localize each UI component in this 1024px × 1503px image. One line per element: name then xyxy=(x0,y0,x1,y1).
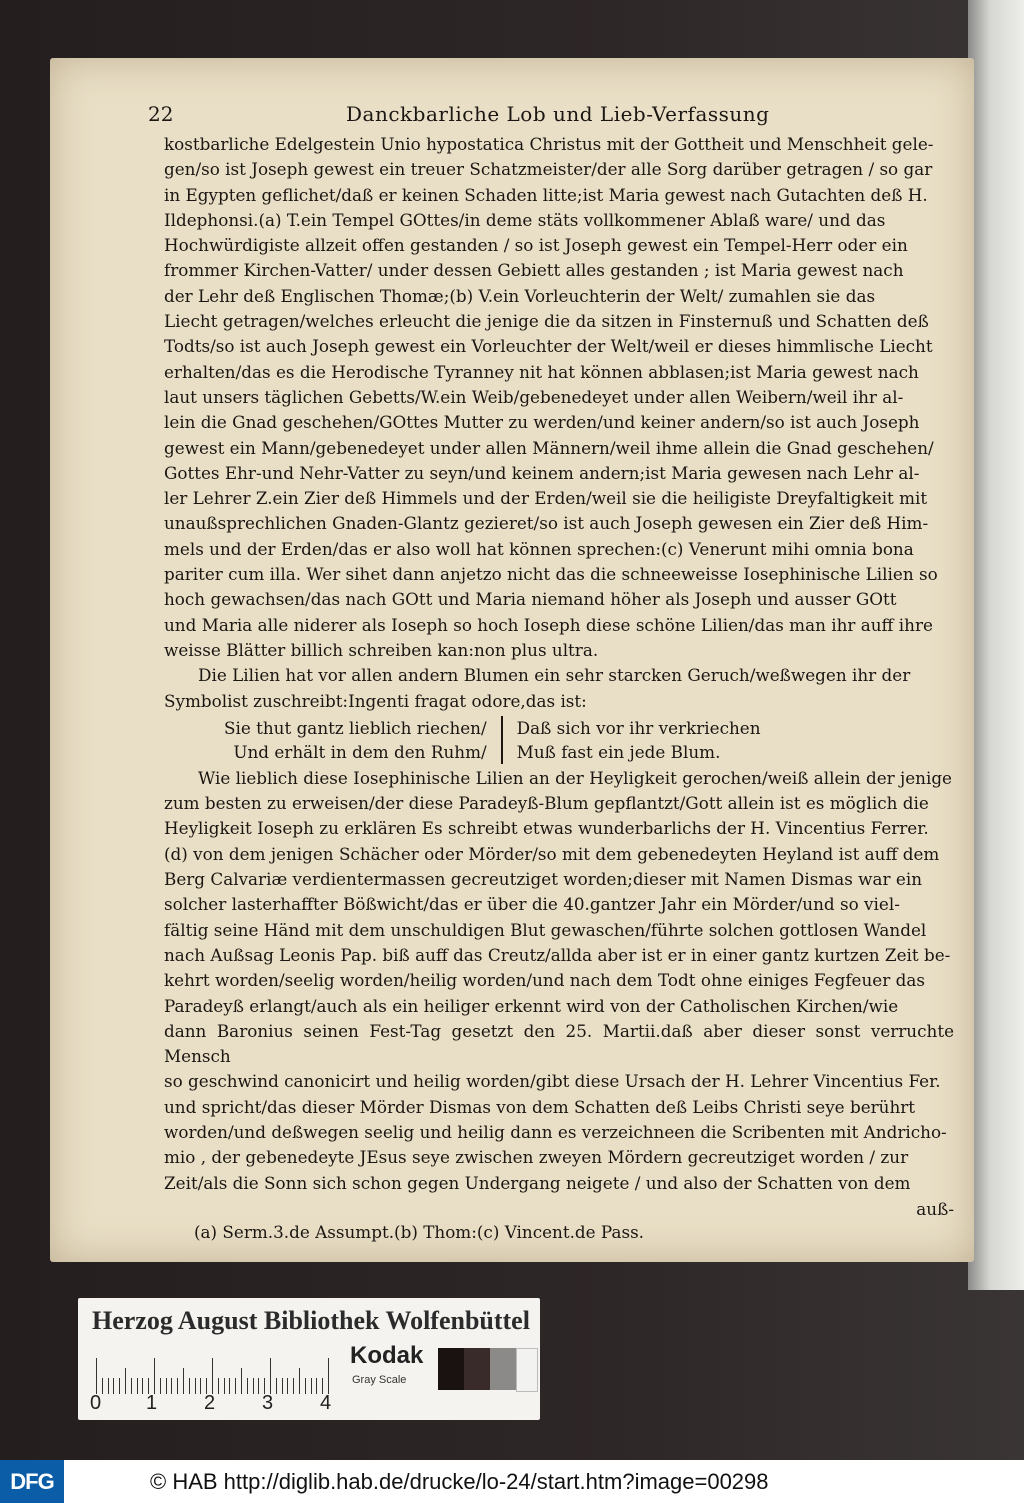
text-line: Gottes Ehr-und Nehr-Vatter zu seyn/und keinem andern;ist Maria gewesen nach Lehr al- xyxy=(164,462,920,483)
ruler-tick xyxy=(119,1378,120,1394)
ruler-tick xyxy=(258,1378,259,1394)
text-line: Liecht getragen/welches erleucht die jenige die da sitzen in Finsternuß und Schatten deß xyxy=(164,311,929,332)
ruler-tick xyxy=(212,1358,213,1394)
verse-left-column xyxy=(224,716,503,764)
text-line: frommer Kirchen-Vatter/ under dessen Gebiett alles gestanden ; ist Maria gewest nach xyxy=(164,260,904,281)
text-line: Todts/so ist auch Joseph gewest ein Vorleuchter der Welt/weil er dieses himmlische Liecht xyxy=(164,336,933,357)
library-name: Herzog August Bibliothek Wolfenbüttel xyxy=(92,1306,530,1335)
verse-line: Sie thut gantz lieblich riechen/ xyxy=(224,717,487,738)
text-line: fältig seine Händ mit dem unschuldigen Blut gewaschen/führte solchen gottlosen Wandel xyxy=(164,919,927,940)
ruler-tick xyxy=(253,1378,254,1394)
book-page xyxy=(50,58,974,1262)
ruler-tick xyxy=(229,1378,230,1394)
ruler-tick xyxy=(142,1378,143,1394)
ruler-tick xyxy=(316,1378,317,1394)
ruler-tick xyxy=(96,1358,97,1394)
text-line: dann Baronius seinen Fest-Tag gesetzt den 25. Martii.daß aber dieser sonst verruchte Mensch xyxy=(164,1020,954,1067)
verse-block xyxy=(224,716,954,764)
text-line: Symbolist zuschreibt:Ingenti fragat odore,das ist: xyxy=(164,690,587,711)
scale-number-4: 4 xyxy=(320,1392,332,1414)
ruler-tick xyxy=(270,1358,271,1394)
page-content xyxy=(148,102,954,1242)
scale-number-3: 3 xyxy=(262,1392,274,1414)
text-line: Heyligkeit Ioseph zu erklären Es schreibt etwas wunderbarlichs der H. Vincentius Ferrer. xyxy=(164,818,929,839)
running-head: Danckbarliche Lob und Lieb-Verfassung xyxy=(346,102,770,126)
verse-line: Und erhält in dem den Ruhm/ xyxy=(233,741,487,762)
ruler-tick xyxy=(177,1378,178,1394)
ruler-tick xyxy=(166,1378,167,1394)
text-line: weisse Blätter billich schreiben kan:non plus ultra. xyxy=(164,639,599,660)
ruler-tick xyxy=(287,1378,288,1394)
text-line: Berg Calvariæ verdientermassen gecreutziget worden;dieser mit Namen Dismas war ein xyxy=(164,869,923,890)
color-target-card xyxy=(78,1298,540,1420)
text-line: und spricht/das dieser Mörder Dismas von dem Schatten deß Leibs Christi seye berührt xyxy=(164,1096,916,1117)
text-line: gewest ein Mann/gebenedeyet under allen Männern/weil ihme allein die Gnad geschehen/ xyxy=(164,437,934,458)
ruler-tick xyxy=(276,1378,277,1394)
scale-number-2: 2 xyxy=(204,1392,216,1414)
text-line: erhalten/das es die Herodische Tyranney nit hat können abblasen;ist Maria gewest nach xyxy=(164,361,919,382)
text-line: (d) von dem jenigen Schächer oder Mörder/so mit dem gebenedeyten Heyland ist auff dem xyxy=(164,843,940,864)
text-line: lein die Gnad geschehen/GOttes Mutter zu werden/und keiner andern/so ist auch Joseph xyxy=(164,412,920,433)
text-line: kostbarliche Edelgestein Unio hypostatica Christus mit der Gottheit und Menschheit gele- xyxy=(164,134,934,154)
text-line: Die Lilien hat vor allen andern Blumen ein sehr starcken Geruch/weßwegen ihr der xyxy=(198,665,911,686)
ruler-tick xyxy=(241,1368,242,1394)
verse-line: Daß sich vor ihr verkriechen xyxy=(516,717,761,738)
text-line: zum besten zu erweisen/der diese Paradeyß-Blum gepflantzt/Gott allein ist es möglich die xyxy=(164,793,929,814)
footnotes: (a) Serm.3.de Assumpt.(b) Thom:(c) Vincent.de Pass. xyxy=(194,1221,645,1242)
text-line: pariter cum illa. Wer sihet dann anjetzo nicht das die schneeweisse Iosephinische Lilien so xyxy=(164,564,938,585)
ruler-tick xyxy=(247,1378,248,1394)
ruler-tick xyxy=(282,1378,283,1394)
paragraph-2 xyxy=(164,663,954,714)
copyright-url[interactable]: © HAB http://diglib.hab.de/drucke/lo-24/start.htm?image=00298 xyxy=(150,1469,769,1494)
paragraph-3 xyxy=(164,766,954,1196)
gray-patch-1 xyxy=(438,1348,464,1390)
text-line: Hochwürdigiste allzeit offen gestanden / so ist Joseph gewest ein Tempel-Herr oder ein xyxy=(164,235,908,256)
kodak-logo: Kodak xyxy=(350,1342,424,1369)
ruler-tick xyxy=(235,1378,236,1394)
ruler-tick xyxy=(102,1378,103,1394)
ruler-tick xyxy=(171,1378,172,1394)
ruler-tick xyxy=(113,1378,114,1394)
scale-number-1: 1 xyxy=(146,1392,158,1414)
verse-right-column xyxy=(503,716,761,764)
ruler-tick xyxy=(125,1368,126,1394)
body-text xyxy=(164,132,954,1242)
ruler-tick xyxy=(293,1378,294,1394)
ruler-scale xyxy=(96,1350,346,1394)
page-header xyxy=(148,102,954,132)
ruler-tick xyxy=(311,1378,312,1394)
text-line: solcher lasterhaffter Bößwicht/das er über die 40.gantzer Jahr ein Mörder/und so viel- xyxy=(164,894,900,915)
gray-patch-3 xyxy=(490,1348,516,1390)
ruler-tick xyxy=(131,1378,132,1394)
ruler-tick xyxy=(195,1378,196,1394)
text-line: und Maria alle niderer als Ioseph so hoch Ioseph diese schöne Lilien/das man ihr auff ihre xyxy=(164,614,933,635)
text-line: Paradeyß erlangt/auch als ein heiliger erkennt wird von der Catholischen Kirchen/wie xyxy=(164,995,899,1016)
ruler-tick xyxy=(183,1368,184,1394)
gray-patch-2 xyxy=(464,1348,490,1390)
text-line: so geschwind canonicirt und heilig worden/gibt diese Ursach der H. Lehrer Vincentius Fer. xyxy=(164,1071,941,1092)
text-line: der Lehr deß Englischen Thomæ;(b) V.ein Vorleuchterin der Welt/ zumahlen sie das xyxy=(164,285,876,306)
text-line: worden/und deßwegen seelig und heilig dann es verzeichneen die Scribenten mit Andricho- xyxy=(164,1121,947,1142)
ruler-tick xyxy=(328,1358,329,1394)
text-line: nach Außsag Leonis Pap. biß auff das Creutz/allda aber ist er in einer gantz kurtzen Zeit be- xyxy=(164,944,951,965)
ruler-tick xyxy=(218,1378,219,1394)
scale-number-0: 0 xyxy=(90,1392,102,1414)
text-line: laut unsers täglichen Gebetts/W.ein Weib/gebenedeyet under allen Weibern/weil ihr al- xyxy=(164,386,904,407)
text-line: hoch gewachsen/das nach GOtt und Maria niemand höher als Joseph und ausser GOtt xyxy=(164,589,897,610)
book-edge xyxy=(968,0,1024,1290)
gray-patch-4 xyxy=(516,1348,538,1392)
ruler-tick xyxy=(108,1378,109,1394)
ruler-tick xyxy=(160,1378,161,1394)
footer-bar xyxy=(0,1460,1024,1503)
text-line: unaußsprechlichen Gnaden-Glantz gezieret/so ist auch Joseph gewesen ein Zier deß Him- xyxy=(164,513,929,534)
ruler-tick xyxy=(305,1378,306,1394)
gray-scale-label: Gray Scale xyxy=(352,1374,407,1386)
catchword: auß- xyxy=(916,1198,954,1219)
text-line: mio , der gebenedeyte JEsus seye zwischen zweyen Mördern gecreutziget worden / zur xyxy=(164,1147,909,1168)
text-line: kehrt worden/seelig worden/heilig worden/und nach dem Todt ohne einiges Fegfeuer das xyxy=(164,970,925,991)
text-line: in Egypten geflichet/daß er keinen Schaden litte;ist Maria gewest nach Gutachten deß H. xyxy=(164,184,928,205)
ruler-tick xyxy=(299,1368,300,1394)
ruler-tick xyxy=(154,1358,155,1394)
text-line: ler Lehrer Z.ein Zier deß Himmels und der Erden/weil sie die heiligiste Dreyfaltigkeit mit xyxy=(164,488,928,509)
verse-line: Muß fast ein jede Blum. xyxy=(516,741,721,762)
ruler-tick xyxy=(189,1378,190,1394)
dfg-logo: DFG xyxy=(0,1460,64,1503)
ruler-tick xyxy=(137,1378,138,1394)
page-number: 22 xyxy=(148,102,174,126)
text-line: mels und der Erden/das er also woll hat können sprechen:(c) Venerunt mihi omnia bona xyxy=(164,538,914,559)
paragraph-1 xyxy=(164,132,954,663)
text-line: gen/so ist Joseph gewest ein treuer Schatzmeister/der alle Sorg darüber getragen / so gar xyxy=(164,159,933,180)
ruler-tick xyxy=(224,1378,225,1394)
text-line: Wie lieblich diese Iosephinische Lilien an der Heyligkeit gerochen/weiß allein der jenige xyxy=(198,767,952,788)
text-line: Ildephonsi.(a) T.ein Tempel GOttes/in deme stäts vollkommener Ablaß ware/ und das xyxy=(164,209,886,230)
text-line: Zeit/als die Sonn sich schon gegen Undergang neigete / und also der Schatten von dem xyxy=(164,1172,911,1193)
ruler-tick xyxy=(200,1378,201,1394)
